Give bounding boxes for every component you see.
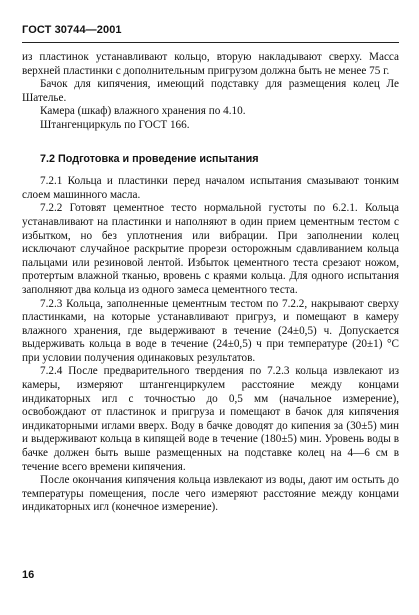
section-heading: 7.2 Подготовка и проведение испытания xyxy=(40,152,259,165)
paragraph-final-measurement: После окончания кипячения кольца извлекают из воды, дают им остыть до температуры помещения, после чего измеряют расстояние между концами индикаторных игл (конечное измерение). xyxy=(22,474,399,514)
body-text xyxy=(22,51,399,515)
paragraph-7-2-2: 7.2.2 Готовят цементное тесто нормальной густоты по 6.2.1. Кольца устанавливают на пластинки и наполняют в один прием цементным тестом с избытком, но без уплотнения или вибрации. При заполнении колец исключают случайное раскрытие прорези осторожным сдавливанием кольца пальцами или резиновой лентой. Избыток цементного теста срезают ножом, протертым влажной тканью, вровень с краями кольца. Для одного испытания заполняют два кольца из одного замеса цементного теста. xyxy=(22,202,399,296)
paragraph-7-2-3: 7.2.3 Кольца, заполненные цементным тестом по 7.2.2, накрывают сверху пластинками, на которые устанавливают пригруз, и помещают в камеру влажного хранения, где выдерживают в течение (24±0,5) ч. Допускается выдерживать кольца в воде в течение (24±0,5) ч при температуре (20±1) °С при условии получения одинаковых результатов. xyxy=(22,297,399,364)
page-number: 16 xyxy=(22,569,35,581)
paragraph-boiling-tank: Бачок для кипячения, имеющий подставку для размещения колец Ле Шателье. xyxy=(22,78,399,104)
paragraph-caliper: Штангенциркуль по ГОСТ 166. xyxy=(40,118,190,131)
header-rule xyxy=(22,42,399,43)
paragraph-7-2-4: 7.2.4 После предварительного твердения по 7.2.3 кольца извлекают из камеры, измеряют штангенциркулем расстояние между концами индикаторных игл с точностью до 0,5 мм (начальное измерение), освобождают от пластинок и пригруза и помещают в бачок для кипячения индикаторными иглами вверх. Воду в бачке доводят до кипения за (30±5) мин и выдерживают кольца в кипящей воде в течение (180±5) мин. Уровень воды в бачке должен быть выше размещенных на подставке колец на 4—6 см в течение всего времени кипячения. xyxy=(22,365,399,473)
standard-header: ГОСТ 30744—2001 xyxy=(22,24,122,36)
paragraph-humid-chamber: Камера (шкаф) влажного хранения по 4.10. xyxy=(40,105,246,118)
paragraph-7-2-1: 7.2.1 Кольца и пластинки перед началом испытания смазывают тонким слоем машинного масла. xyxy=(22,175,399,201)
paragraph-continuation: из пластинок устанавливают кольцо, вторую накладывают сверху. Масса верхней пластинки с дополнительным пригрузом должна быть не менее 75 г. xyxy=(22,51,399,77)
